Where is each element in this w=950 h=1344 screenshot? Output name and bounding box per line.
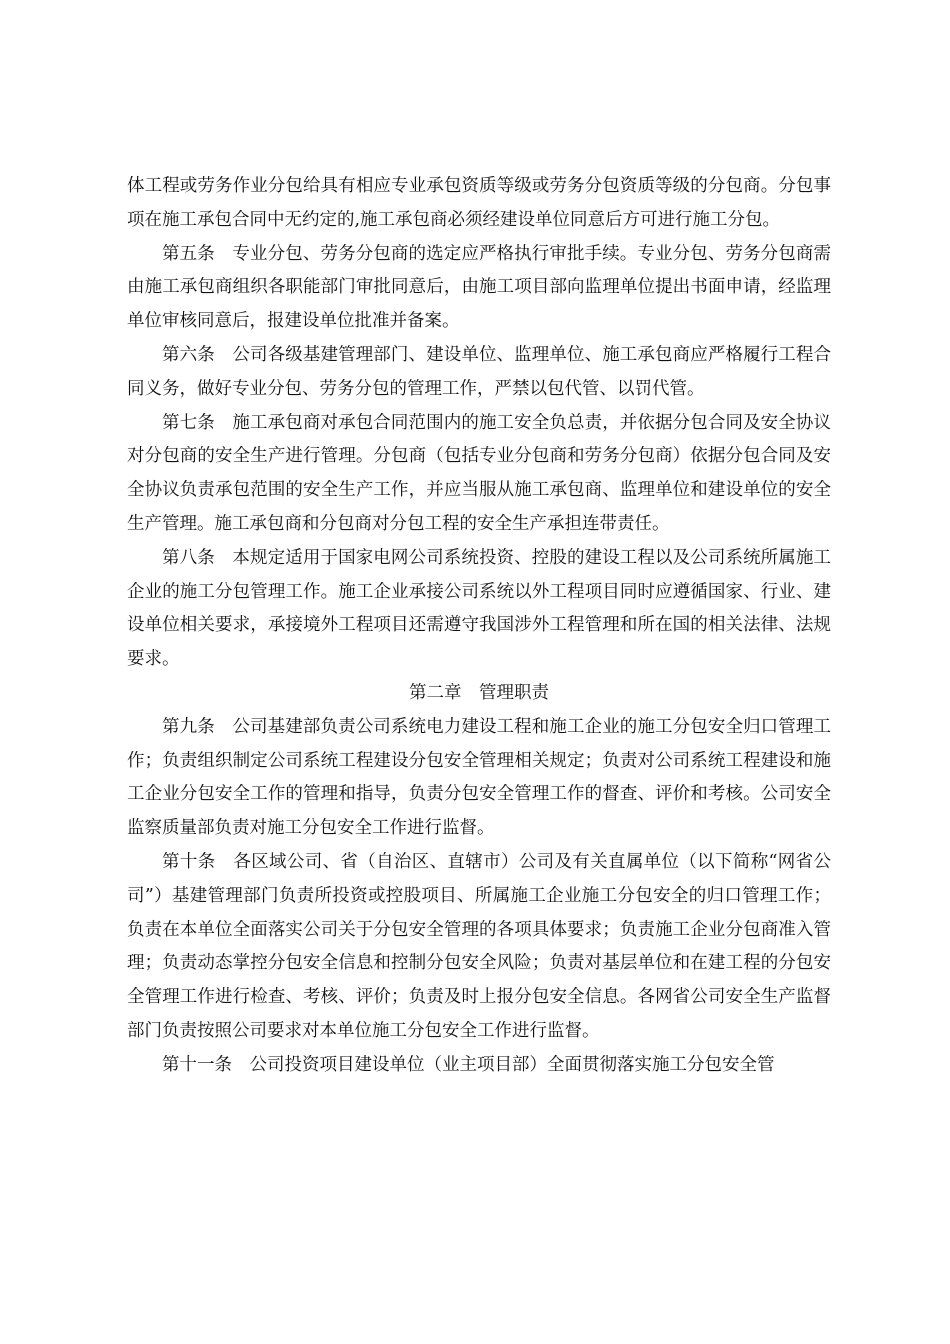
article-7-paragraph: 第七条 施工承包商对承包合同范围内的施工安全负总责，并依据分包合同及安全协议对分包商的安全生产进行管理。分包商（包括专业分包商和劳务分包商）依据分包合同及安全协议负责承包范围的安全生产工作，并应当服从施工承包商、监理单位和建设单位的安全生产管理。施工承包商和分包商对分包工程的安全生产承担连带责任。 [127, 412, 831, 534]
chapter-2-heading: 第二章 管理职责 [409, 682, 549, 703]
article-6-paragraph: 第六条 公司各级基建管理部门、建设单位、监理单位、施工承包商应严格履行工程合同义务，做好专业分包、劳务分包的管理工作，严禁以包代管、以罚代管。 [127, 344, 831, 399]
article-9-paragraph: 第九条 公司基建部负责公司系统电力建设工程和施工企业的施工分包安全归口管理工作；负责组织制定公司系统工程建设分包安全管理相关规定；负责对公司系统工程建设和施工企业分包安全工作的管理和指导，负责分包安全管理工作的督查、评价和考核。公司安全监察质量部负责对施工分包安全工作进行监督。 [127, 716, 831, 839]
document-page [127, 170, 831, 1083]
paragraph-continuation: 体工程或劳务作业分包给具有相应专业承包资质等级或劳务分包资质等级的分包商。分包事项在施工承包合同中无约定的,施工承包商必须经建设单位同意后方可进行施工分包。 [127, 176, 831, 230]
article-8-paragraph: 第八条 本规定适用于国家电网公司系统投资、控股的建设工程以及公司系统所属施工企业的施工分包管理工作。施工企业承接公司系统以外工程项目同时应遵循国家、行业、建设单位相关要求，承接境外工程项目还需遵守我国涉外工程管理和所在国的相关法律、法规要求。 [127, 547, 831, 670]
article-10-paragraph: 第十条 各区域公司、省（自治区、直辖市）公司及有关直属单位（以下简称“网省公司”）基建管理部门负责所投资或控股项目、所属施工企业施工分包安全的归口管理工作；负责在本单位全面落实公司关于分包安全管理的各项具体要求；负责施工企业分包商准入管理；负责动态掌控分包安全信息和控制分包安全风险；负责对基层单位和在建工程的分包安全管理工作进行检查、考核、评价；负责及时上报分包安全信息。各网省公司安全生产监督部门负责按照公司要求对本单位施工分包安全工作进行监督。 [127, 851, 831, 1041]
article-11-paragraph: 第十一条 公司投资项目建设单位（业主项目部）全面贯彻落实施工分包安全管 [162, 1054, 775, 1075]
article-5-paragraph: 第五条 专业分包、劳务分包商的选定应严格执行审批手续。专业分包、劳务分包商需由施工承包商组织各职能部门审批同意后，由施工项目部向监理单位提出书面申请，经监理单位审核同意后，报建设单位批准并备案。 [127, 243, 831, 332]
